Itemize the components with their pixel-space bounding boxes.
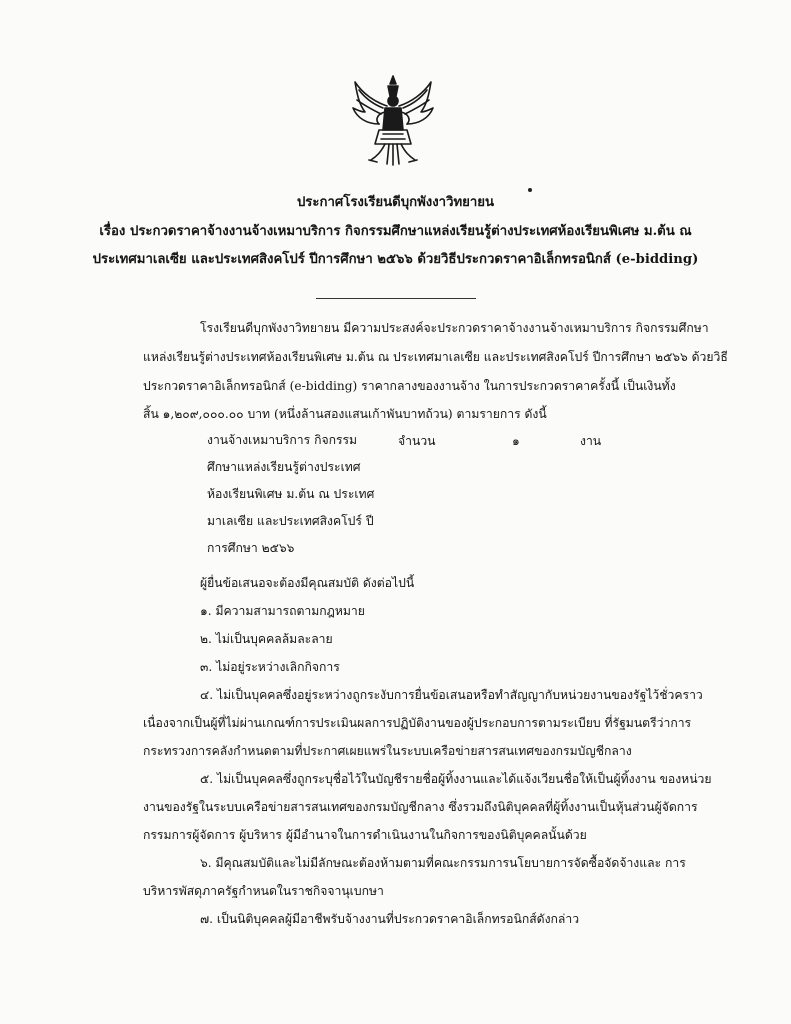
qualification-5-line-3: กรรมการผู้จัดการ ผู้บริหาร ผู้มีอำนาจในการดำเนินงานในกิจการของนิติบุคคลนั้นด้วย (143, 828, 587, 842)
intro-line-2: แหล่งเรียนรู้ต่างประเทศห้องเรียนพิเศษ ม.ต้น ณ ประเทศมาเลเซีย และประเทศสิงคโปร์ ปีการศึกษา ๒๕๖๖ ด้วยวิธี (143, 350, 728, 364)
divider-line (316, 298, 476, 299)
garuda-emblem-icon (349, 74, 437, 166)
subject-line-2: ประเทศมาเลเซีย และประเทศสิงคโปร์ ปีการศึกษา ๒๕๖๖ ด้วยวิธีประกวดราคาอิเล็กทรอนิกส์ (e-bidding) (92, 252, 699, 267)
item-desc-line: มาเลเซีย และประเทศสิงคโปร์ ปี (207, 514, 374, 528)
item-desc-line: งานจ้างเหมาบริการ กิจกรรม (207, 433, 358, 447)
item-desc-line: ห้องเรียนพิเศษ ม.ต้น ณ ประเทศ (207, 487, 375, 501)
intro-line-1: โรงเรียนดีบุกพังงาวิทยายน มีความประสงค์จะประกวดราคาจ้างงานจ้างเหมาบริการ กิจกรรมศึกษา (200, 321, 709, 335)
intro-line-3: ประกวดราคาอิเล็กทรอนิกส์ (e-bidding) ราคากลางของงานจ้าง ในการประกวดราคาครั้งนี้ เป็นเงินทั้ง (143, 379, 676, 393)
qualification-5-line-2: งานของรัฐในระบบเครือข่ายสารสนเทศของกรมบัญชีกลาง ซึ่งรวมถึงนิติบุคคลที่ผู้ทิ้งงานเป็นหุ้นส่วนผู้จัดการ (143, 800, 698, 814)
qualifications-heading: ผู้ยื่นข้อเสนอจะต้องมีคุณสมบัติ ดังต่อไปนี้ (200, 576, 415, 590)
qualification-7: ๗. เป็นนิติบุคคลผู้มีอาชีพรับจ้างงานที่ประกวดราคาอิเล็กทรอนิกส์ดังกล่าว (200, 912, 580, 926)
qualification-4-line-2: เนื่องจากเป็นผู้ที่ไม่ผ่านเกณฑ์การประเมินผลการปฏิบัติงานของผู้ประกอบการตามระเบียบ ที่รัฐมนตรีว่าการ (143, 716, 692, 730)
qualification-6-line-2: บริหารพัสดุภาครัฐกำหนดในราชกิจจานุเบกษา (143, 884, 384, 898)
item-desc-line: การศึกษา ๒๕๖๖ (207, 541, 295, 555)
qualification-1: ๑. มีความสามารถตามกฎหมาย (200, 604, 365, 618)
subject-line-1: เรื่อง ประกวดราคาจ้างงานจ้างเหมาบริการ กิจกรรมศึกษาแหล่งเรียนรู้ต่างประเทศห้องเรียนพิเศษ ม.ต้น ณ (99, 224, 692, 239)
item-qty-label: จำนวน (398, 434, 436, 448)
qualification-6-line-1: ๖. มีคุณสมบัติและไม่มีลักษณะต้องห้ามตามที่คณะกรรมการนโยบายการจัดซื้อจัดจ้างและ การ (200, 856, 686, 870)
qualification-5-line-1: ๕. ไม่เป็นบุคคลซึ่งถูกระบุชื่อไว้ในบัญชีรายชื่อผู้ทิ้งงานและได้แจ้งเวียนชื่อให้เป็นผู้ทิ้งงาน ของหน่วย (200, 772, 712, 786)
item-desc-line: ศึกษาแหล่งเรียนรู้ต่างประเทศ (207, 460, 361, 474)
qualification-4-line-1: ๔. ไม่เป็นบุคคลซึ่งอยู่ระหว่างถูกระงับการยื่นข้อเสนอหรือทำสัญญากับหน่วยงานของรัฐไว้ชั่วคราว (200, 688, 703, 702)
qualification-3: ๓. ไม่อยู่ระหว่างเลิกกิจการ (200, 660, 340, 674)
qualification-2: ๒. ไม่เป็นบุคคลล้มละลาย (200, 632, 333, 646)
item-qty: ๑ (512, 434, 520, 448)
intro-line-4: สิ้น ๑,๒๐๙,๐๐๐.๐๐ บาท (หนึ่งล้านสองแสนเก้าพันบาทถ้วน) ตามรายการ ดังนี้ (143, 407, 547, 421)
announcement-title: ประกาศโรงเรียนดีบุกพังงาวิทยายน (296, 195, 495, 210)
qualification-4-line-3: กระทรวงการคลังกำหนดตามที่ประกาศเผยแพร่ในระบบเครือข่ายสารสนเทศของกรมบัญชีกลาง (143, 744, 632, 758)
item-unit: งาน (580, 434, 602, 448)
